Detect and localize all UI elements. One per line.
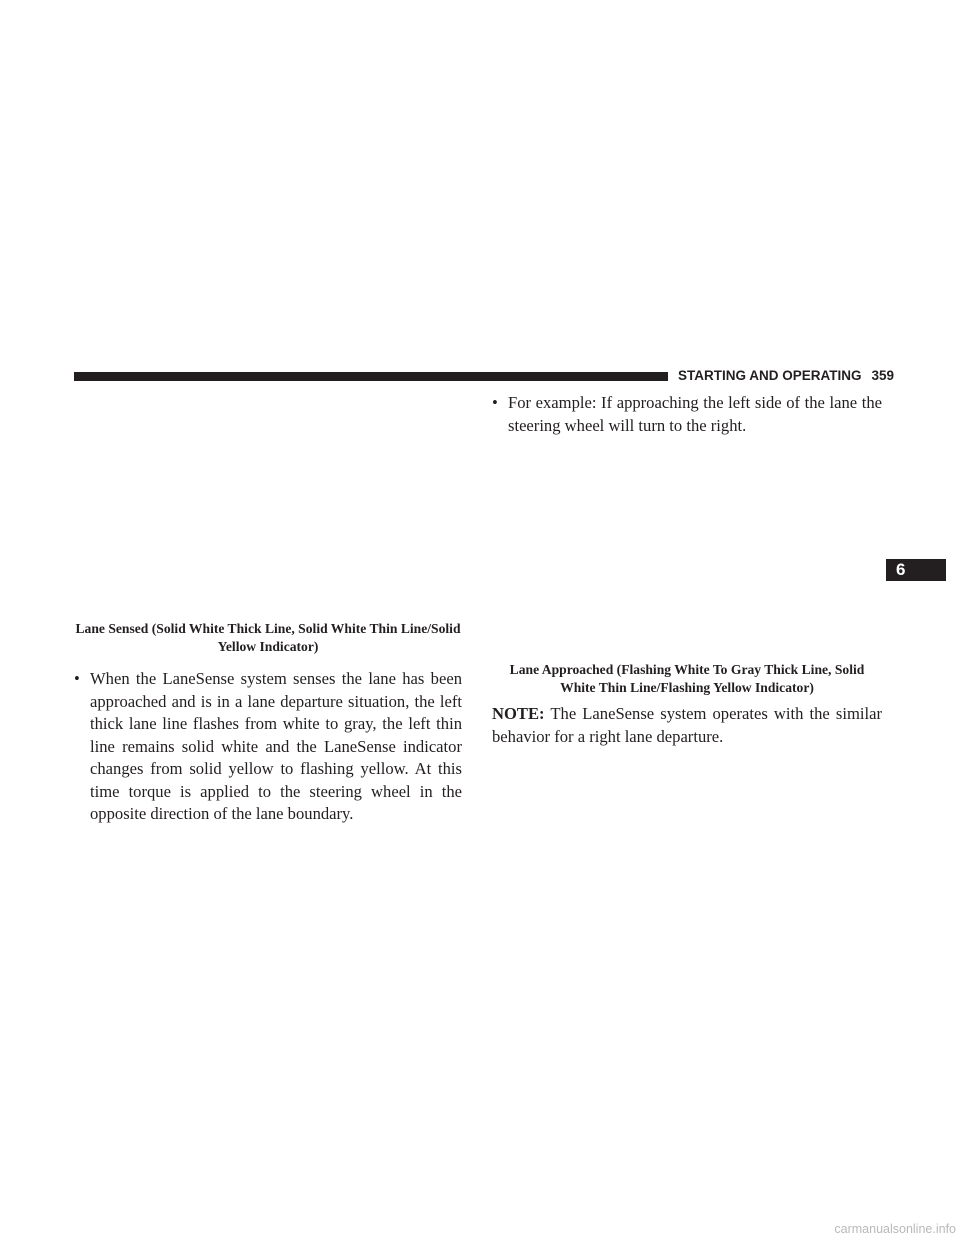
bullet-text: When the LaneSense system senses the lane has been approached and is in a lane departure situation, the left thick lane line flashes from white to gray, the left thin line remains solid white and the LaneSense indicator changes from solid yellow to flashing yellow. At this time torque is applied to the steering wheel in the opposite direction of the lane boundary.	[90, 669, 462, 823]
right-column	[492, 392, 882, 748]
section-title: STARTING AND OPERATING	[678, 368, 862, 383]
page-number: 359	[871, 368, 895, 383]
running-header	[678, 366, 895, 386]
note-text: The LaneSense system operates with the similar behavior for a right lane departure.	[492, 704, 882, 746]
note-label: NOTE:	[492, 704, 545, 723]
header-rule	[74, 372, 668, 381]
bullet-item-lane-departure	[74, 668, 462, 826]
watermark: carmanualsonline.info	[834, 1222, 956, 1236]
figure-caption-lane-sensed: Lane Sensed (Solid White Thick Line, Solid White Thin Line/Solid Yellow Indicator)	[75, 621, 461, 654]
bullet-text: For example: If approaching the left side of the lane the steering wheel will turn to the right.	[508, 393, 882, 435]
left-column	[74, 620, 462, 826]
bullet-item-example	[492, 392, 882, 437]
figure-caption-lane-approached: Lane Approached (Flashing White To Gray Thick Line, Solid White Thin Line/Flashing Yellow Indicator)	[509, 662, 865, 695]
note-paragraph	[492, 703, 882, 748]
bullet-icon: •	[74, 669, 80, 688]
bullet-icon: •	[492, 393, 498, 412]
chapter-tab: 6	[886, 559, 946, 581]
